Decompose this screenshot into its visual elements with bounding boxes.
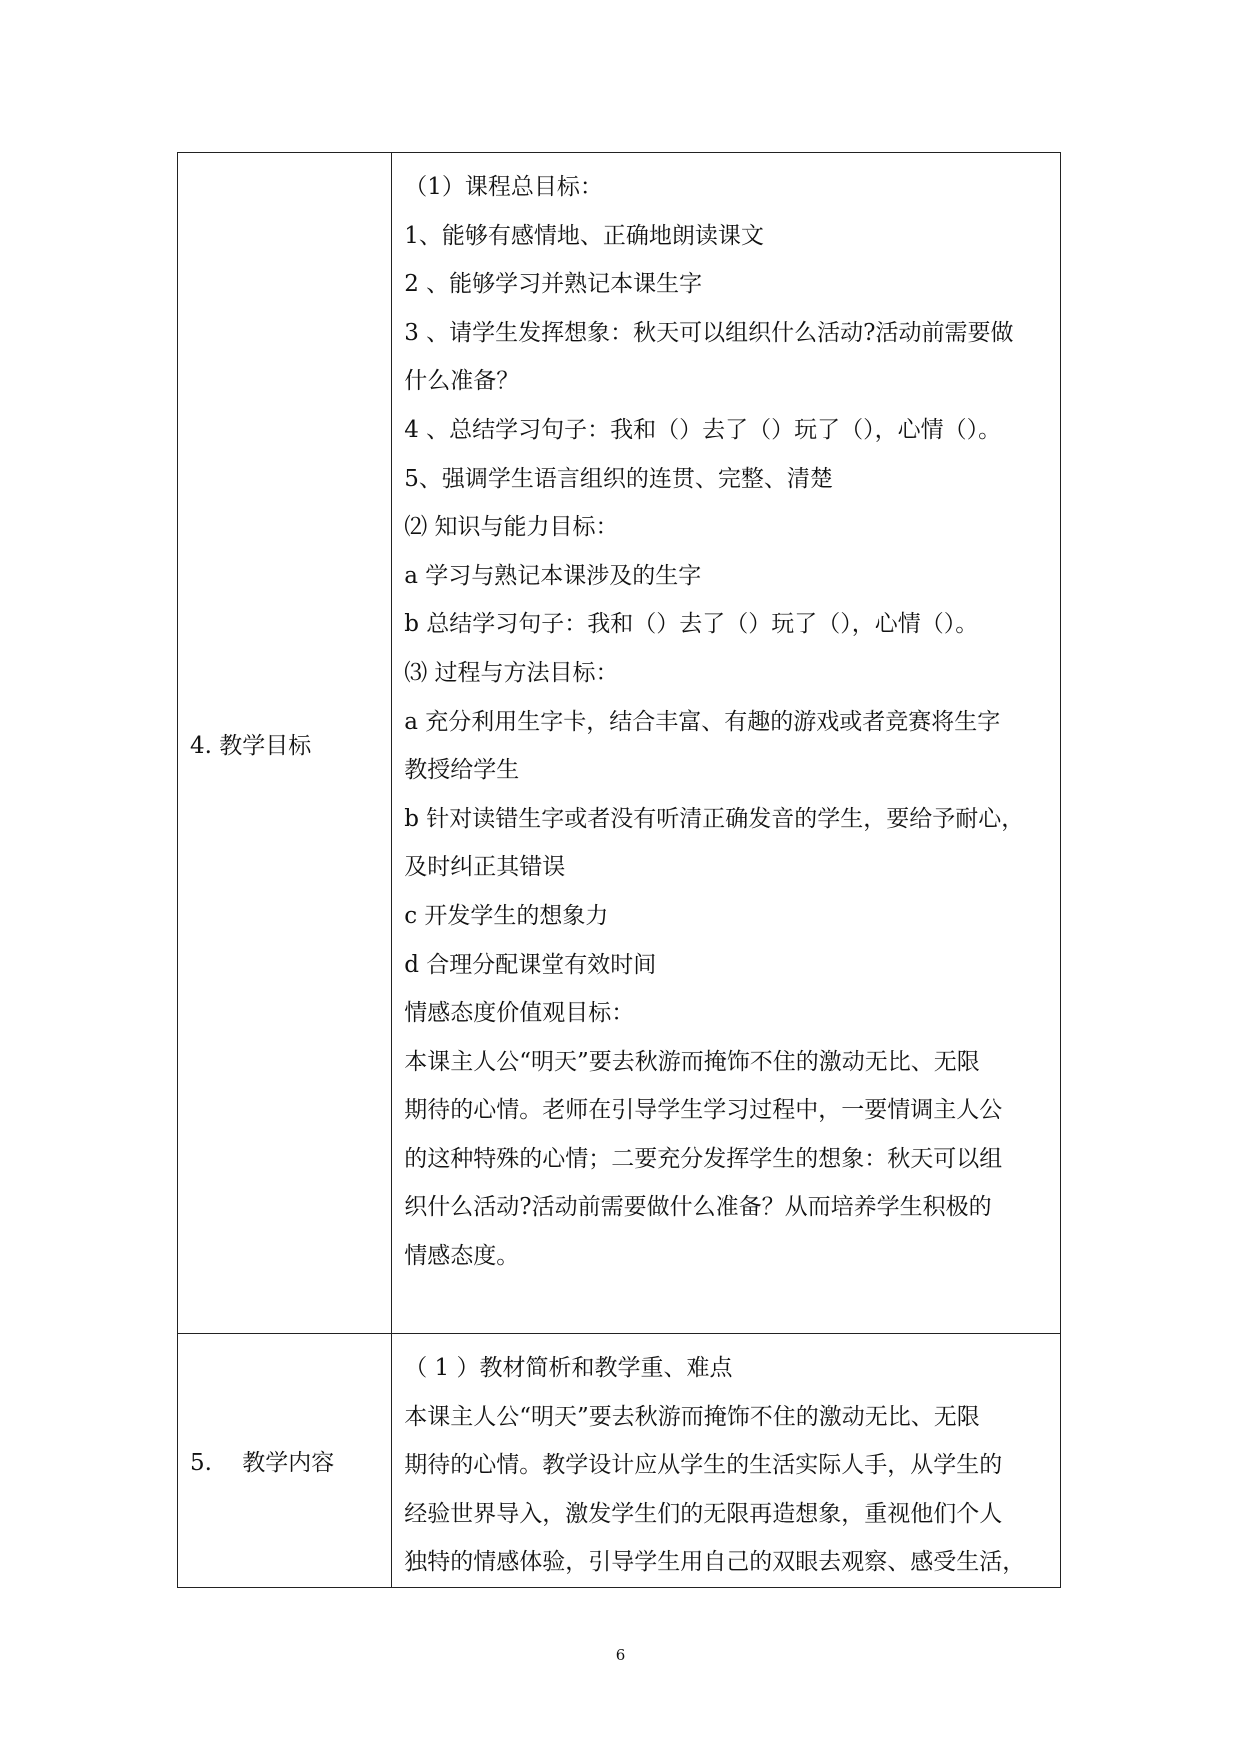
content-line: 及时纠正其错误 bbox=[404, 854, 566, 881]
row-label-teaching-content: 5. 教学内容 bbox=[178, 1334, 392, 1588]
row-content-teaching-objectives bbox=[392, 153, 1061, 1334]
content-line: a 充分利用生字卡，结合丰富、有趣的游戏或者竞赛将生字 bbox=[404, 708, 1001, 735]
content-line: c 开发学生的想象力 bbox=[404, 902, 609, 929]
row-label-teaching-objectives: 4. 教学目标 bbox=[178, 153, 392, 1334]
content-line: 情感态度价值观目标： bbox=[404, 1000, 635, 1027]
content-line: （1）课程总目标： bbox=[404, 174, 603, 200]
content-line: d 合理分配课堂有效时间 bbox=[404, 951, 657, 978]
table-row-teaching-objectives bbox=[178, 153, 1061, 1334]
content-line: 情感态度。 bbox=[404, 1243, 520, 1270]
lesson-plan-table bbox=[177, 152, 1061, 1588]
content-line: 什么准备？ bbox=[404, 368, 520, 395]
content-line: 5、强调学生语言组织的连贯、完整、清楚 bbox=[404, 465, 833, 492]
content-line: b 针对读错生字或者没有听清正确发音的学生，要给予耐心， bbox=[404, 805, 1025, 832]
content-line: 本课主人公“明天”要去秋游而掩饰不住的激动无比、无限 bbox=[404, 1403, 980, 1430]
content-line: 独特的情感体验，引导学生用自己的双眼去观察、感受生活， bbox=[404, 1549, 1026, 1576]
content-line: 1、能够有感情地、正确地朗读课文 bbox=[404, 222, 764, 249]
content-line: b 总结学习句子：我和（）去了（）玩了（），心情（）。 bbox=[404, 611, 979, 638]
content-line: 期待的心情。教学设计应从学生的生活实际人手，从学生的 bbox=[404, 1452, 1003, 1479]
content-line: （ 1 ）教材简析和教学重、难点 bbox=[404, 1355, 733, 1381]
content-line: 期待的心情。老师在引导学生学习过程中，一要情调主人公 bbox=[404, 1097, 1003, 1124]
content-line: 织什么活动?活动前需要做什么准备？从而培养学生积极的 bbox=[404, 1194, 992, 1221]
content-line: 4 、总结学习句子：我和（）去了（）玩了（），心情（）。 bbox=[404, 416, 1002, 443]
content-line: 2 、能够学习并熟记本课生字 bbox=[404, 271, 703, 298]
page-number: 6 bbox=[615, 1646, 626, 1664]
content-line: ⑶ 过程与方法目标： bbox=[404, 659, 619, 686]
content-line: 教授给学生 bbox=[404, 757, 520, 784]
content-line: 经验世界导入，激发学生们的无限再造想象，重视他们个人 bbox=[404, 1500, 1003, 1527]
content-line: ⑵ 知识与能力目标： bbox=[404, 514, 619, 541]
content-line: 3 、请学生发挥想象：秋天可以组织什么活动?活动前需要做 bbox=[404, 319, 1014, 346]
content-line: 的这种特殊的心情；二要充分发挥学生的想象：秋天可以组 bbox=[404, 1145, 1003, 1172]
row-content-teaching-content bbox=[392, 1334, 1061, 1588]
table-row-teaching-content bbox=[178, 1334, 1061, 1588]
content-line: a 学习与熟记本课涉及的生字 bbox=[404, 562, 702, 589]
content-line: 本课主人公“明天”要去秋游而掩饰不住的激动无比、无限 bbox=[404, 1048, 980, 1075]
